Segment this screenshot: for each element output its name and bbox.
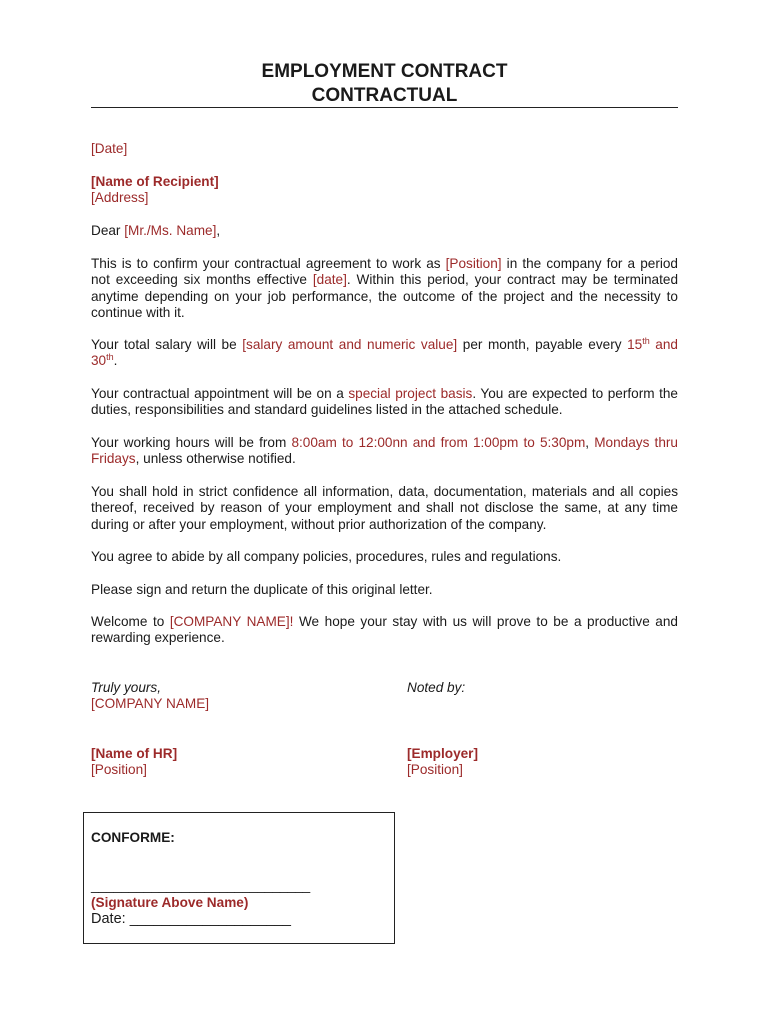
date-field: [Date]	[91, 141, 128, 156]
title-divider	[91, 107, 678, 108]
contract-title: EMPLOYMENT CONTRACT	[261, 61, 508, 82]
date-line: ____________________	[129, 911, 291, 927]
p3-text-b: . You are expected to perform the duties, responsibilities and standard guidelines listed in the attached schedule.	[91, 386, 678, 418]
hr-position: [Position]	[91, 762, 147, 778]
p4-days: Mondays thru Fridays	[91, 435, 678, 467]
noted-by: Noted by:	[407, 680, 466, 695]
signature-label: (Signature Above Name)	[91, 895, 249, 910]
p2-text-b: per month, payable every	[457, 337, 628, 352]
employer-position: [Position]	[407, 762, 463, 778]
p2-day1: 15	[627, 337, 643, 352]
salutation	[91, 223, 678, 239]
p8-company: [COMPANY NAME]	[169, 614, 290, 629]
date-row	[91, 911, 291, 927]
recipient-name: [Name of Recipient]	[91, 174, 219, 189]
p4-hours: 8:00am to 12:00nn and from 1:00pm to 5:30pm	[291, 435, 586, 450]
closing-text: Truly yours,	[91, 680, 161, 695]
p8-text-a: Welcome to	[91, 614, 170, 629]
paragraph-confirmation	[91, 256, 678, 322]
p1-text-b: in the company for a period not exceeding six months effective	[91, 256, 678, 288]
paragraph-policies: You agree to abide by all company policies, procedures, rules and regulations.	[91, 549, 562, 564]
closing-block	[91, 680, 391, 713]
conforme-box	[83, 812, 395, 944]
p8-excl: !	[289, 614, 294, 629]
paragraph-confidentiality: You shall hold in strict confidence all information, data, documentation, materials and all copies thereof, received by reason of your employment and shall not disclose the same, at any time during or after your employment, without prior authorization of the company.	[91, 484, 678, 532]
p3-basis: special project basis	[348, 386, 473, 401]
employer-name: [Employer]	[407, 746, 479, 761]
hr-name: [Name of HR]	[91, 746, 178, 761]
paragraph-welcome	[91, 614, 678, 647]
p2-day1-suffix: th	[642, 336, 650, 346]
employer-signature-block	[407, 746, 478, 779]
p3-text-a: Your contractual appointment will be on a	[91, 386, 349, 401]
p1-date: [date]	[312, 272, 347, 288]
signature-line: _____________________________	[91, 878, 311, 893]
p2-day2-suffix: th	[106, 352, 114, 363]
p4-text-a: Your working hours will be from	[91, 435, 292, 450]
salutation-name: [Mr./Ms. Name]	[124, 223, 217, 238]
p2-day2: 30	[91, 353, 107, 369]
p2-text-c: .	[113, 353, 118, 369]
salutation-suffix: ,	[216, 223, 221, 238]
p2-and: and	[649, 337, 678, 352]
paragraph-sign-return: Please sign and return the duplicate of this original letter.	[91, 582, 433, 597]
date-label: Date:	[91, 911, 130, 927]
hr-signature-block	[91, 746, 391, 779]
closing-company: [COMPANY NAME]	[91, 696, 210, 712]
p2-text-a: Your total salary will be	[91, 337, 243, 352]
p8-text-b: We hope your stay with us will prove to be a productive and rewarding experience.	[91, 614, 678, 646]
contract-subtitle: CONTRACTUAL	[311, 85, 458, 106]
paragraph-appointment	[91, 386, 678, 419]
salutation-prefix: Dear	[91, 223, 125, 238]
paragraph-working-hours	[91, 435, 678, 468]
recipient-block	[91, 174, 678, 207]
p4-text-b: , unless otherwise notified.	[135, 451, 296, 467]
p1-text-a: This is to confirm your contractual agreement to work as	[91, 256, 446, 271]
p1-position: [Position]	[445, 256, 502, 271]
p1-text-c: . Within this period, your contract may be terminated anytime depending on your job performance, the outcome of the project and the necessity to continue with it.	[91, 272, 679, 321]
conforme-heading: CONFORME:	[91, 830, 175, 845]
p4-comma: ,	[585, 435, 595, 450]
recipient-address: [Address]	[91, 190, 149, 206]
paragraph-salary	[91, 337, 678, 370]
p2-salary: [salary amount and numeric value]	[242, 337, 458, 352]
